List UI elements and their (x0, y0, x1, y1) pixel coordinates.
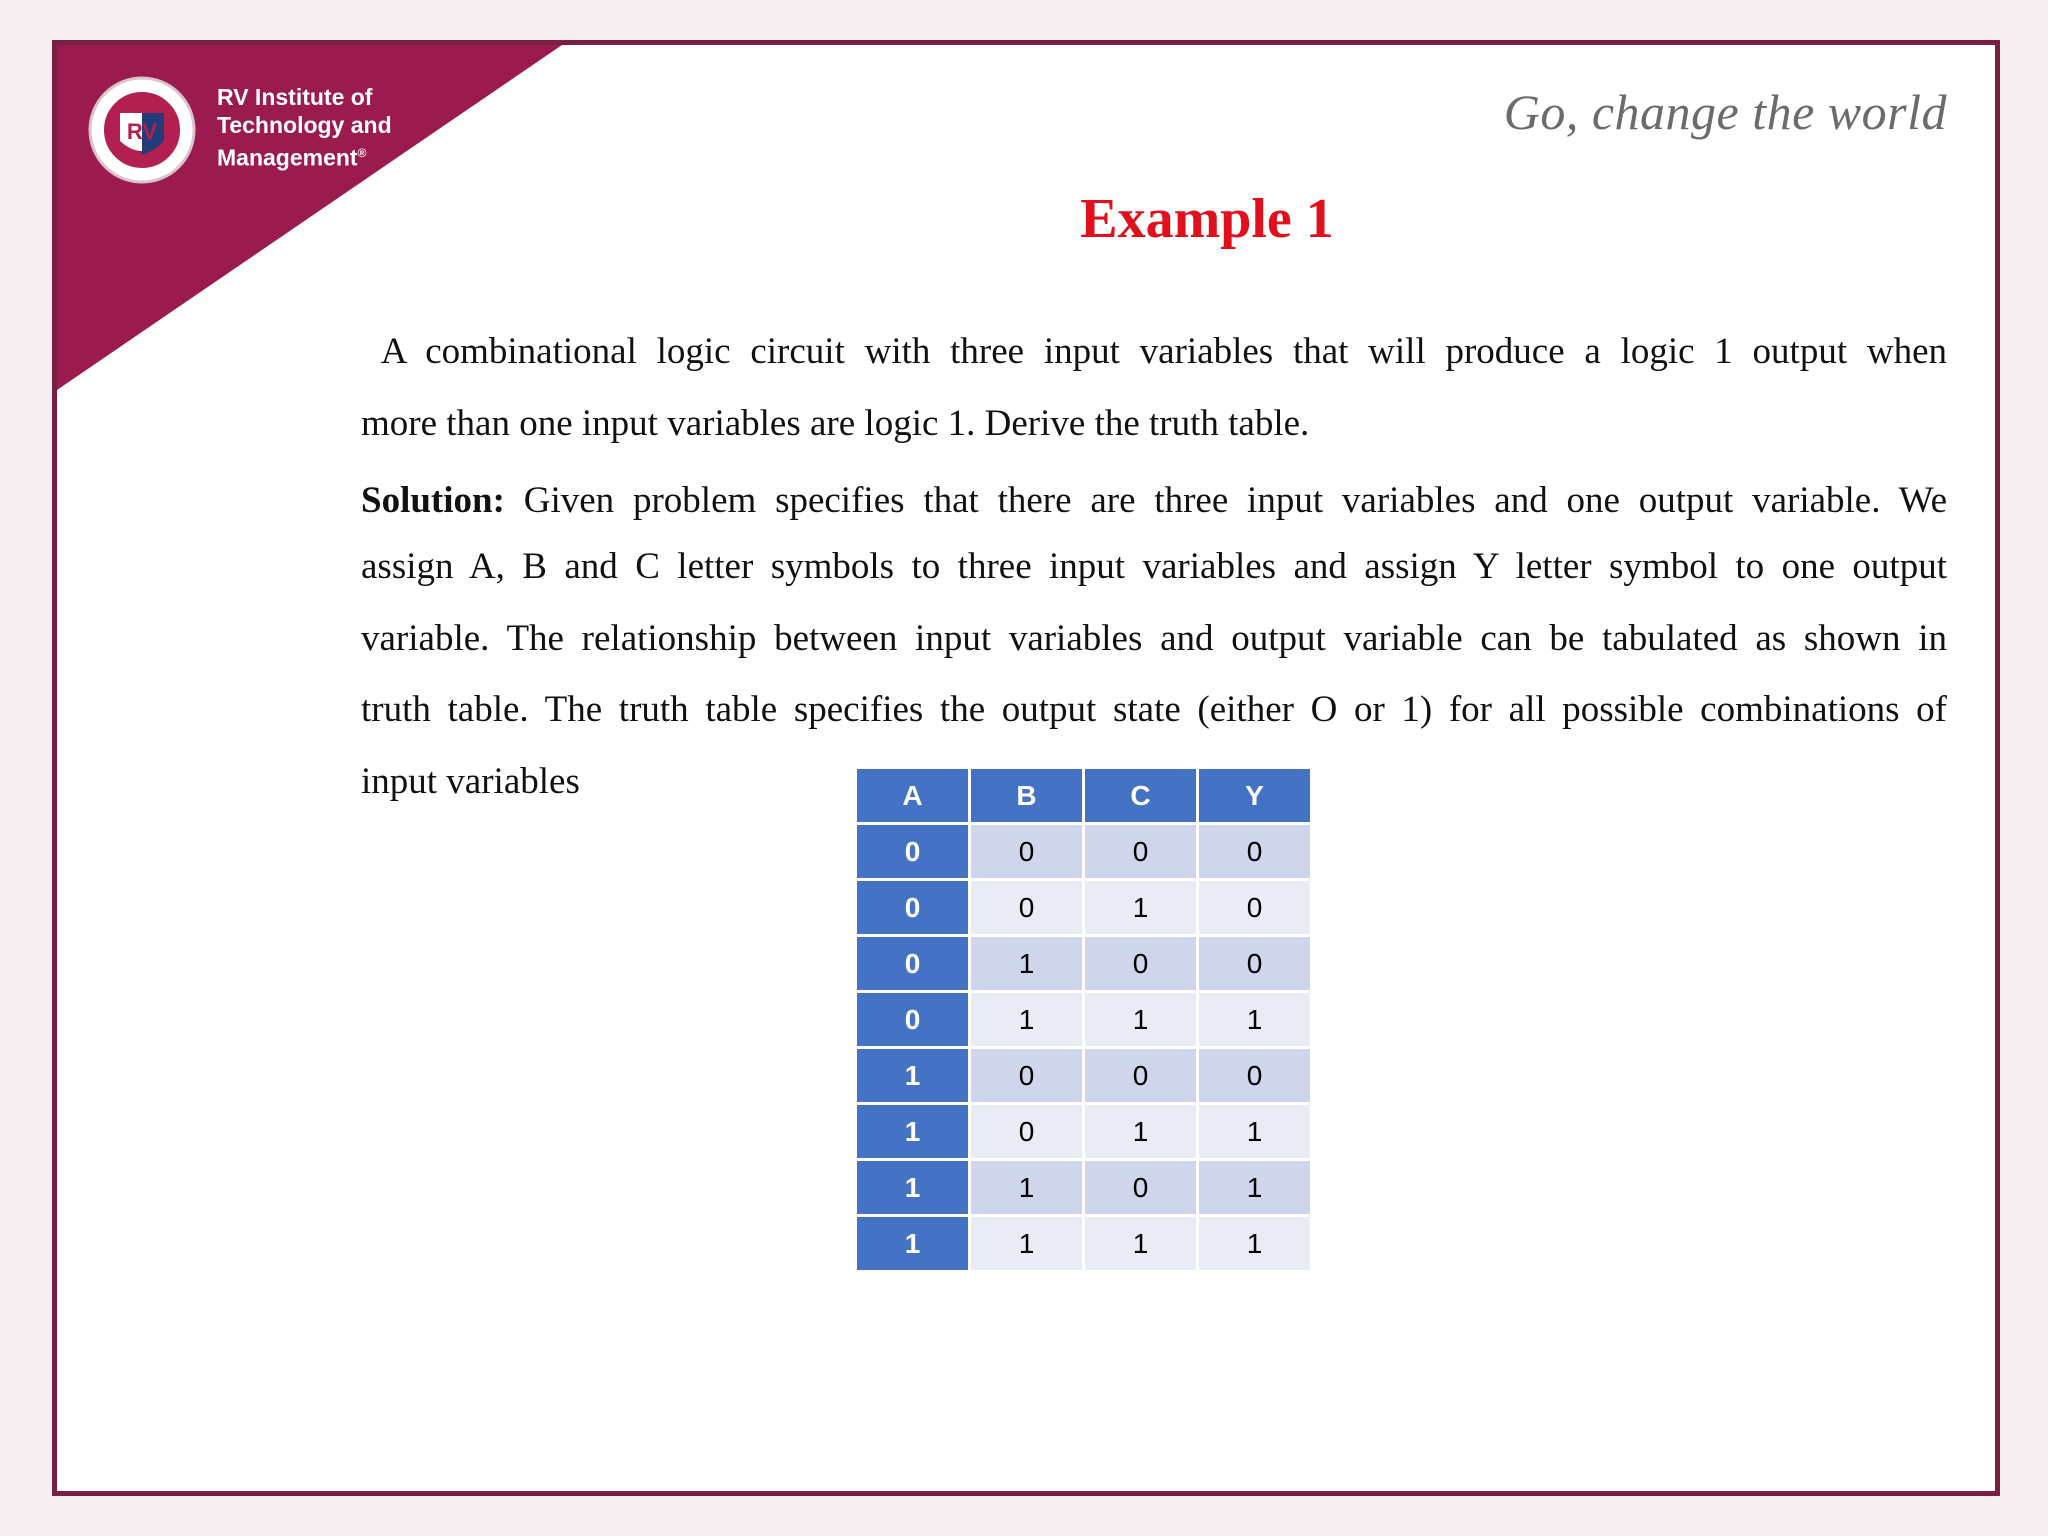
table-cell: 1 (1085, 1105, 1196, 1158)
table-cell: 0 (1199, 1049, 1310, 1102)
table-row (857, 1049, 1310, 1102)
solution-line-5: input variables (361, 761, 580, 802)
column-header: A (857, 769, 968, 822)
problem-line-1: A combinational logic circuit with three input variables that will produce a logic 1 output when (380, 331, 1948, 372)
solution-line-4: truth table. The truth table specifies the output state (either O or 1) for all possible combinations of (361, 689, 1947, 730)
table-cell: 1 (1199, 1105, 1310, 1158)
table-cell: 1 (971, 1217, 1082, 1270)
table-cell: 0 (971, 1105, 1082, 1158)
institution-logo-icon (87, 75, 197, 185)
table-cell: 0 (971, 825, 1082, 878)
table-row (857, 1161, 1310, 1214)
table-cell: 1 (857, 1049, 968, 1102)
column-header: B (971, 769, 1082, 822)
slide (52, 40, 2000, 1496)
table-cell: 0 (1199, 881, 1310, 934)
table-cell: 0 (1199, 937, 1310, 990)
table-cell: 1 (1199, 1217, 1310, 1270)
slide-title: Example 1 (1080, 188, 1334, 250)
column-header: C (1085, 769, 1196, 822)
problem-line-2: more than one input variables are logic 1. Derive the truth table. (361, 403, 1310, 444)
table-cell: 0 (1085, 1049, 1196, 1102)
solution-line-1: Solution: Given problem specifies that there are three input variables and one output variable. We (361, 480, 1947, 521)
truth-table (854, 766, 1313, 1273)
table-cell: 0 (857, 937, 968, 990)
table-cell: 1 (1199, 1161, 1310, 1214)
table-cell: 1 (971, 993, 1082, 1046)
table-cell: 1 (1085, 881, 1196, 934)
table-row (857, 825, 1310, 878)
svg-text:RV: RV (126, 119, 158, 144)
table-cell: 1 (857, 1217, 968, 1270)
table-cell: 1 (1085, 1217, 1196, 1270)
table-cell: 1 (857, 1161, 968, 1214)
table-cell: 0 (857, 993, 968, 1046)
table-cell: 1 (971, 1161, 1082, 1214)
table-cell: 0 (1085, 825, 1196, 878)
table-row (857, 1105, 1310, 1158)
table-cell: 0 (971, 881, 1082, 934)
table-cell: 0 (1085, 937, 1196, 990)
tagline: Go, change the world (1503, 84, 1947, 140)
table-cell: 0 (1085, 1161, 1196, 1214)
solution-label: Solution: (361, 480, 505, 521)
table-cell: 1 (971, 937, 1082, 990)
column-header: Y (1199, 769, 1310, 822)
table-cell: 0 (857, 825, 968, 878)
table-header-row (857, 769, 1310, 822)
table-cell: 1 (857, 1105, 968, 1158)
table-row (857, 937, 1310, 990)
table-row (857, 993, 1310, 1046)
table-cell: 1 (1199, 993, 1310, 1046)
institution-name: RV Institute of Technology and Management® (217, 84, 392, 171)
table-cell: 0 (1199, 825, 1310, 878)
table-cell: 0 (857, 881, 968, 934)
solution-line-2: assign A, B and C letter symbols to three input variables and assign Y letter symbol to one output (361, 546, 1947, 587)
solution-line-3: variable. The relationship between input variables and output variable can be tabulated as shown in (361, 618, 1947, 659)
table-row (857, 1217, 1310, 1270)
table-row (857, 881, 1310, 934)
table-cell: 1 (1085, 993, 1196, 1046)
table-cell: 0 (971, 1049, 1082, 1102)
